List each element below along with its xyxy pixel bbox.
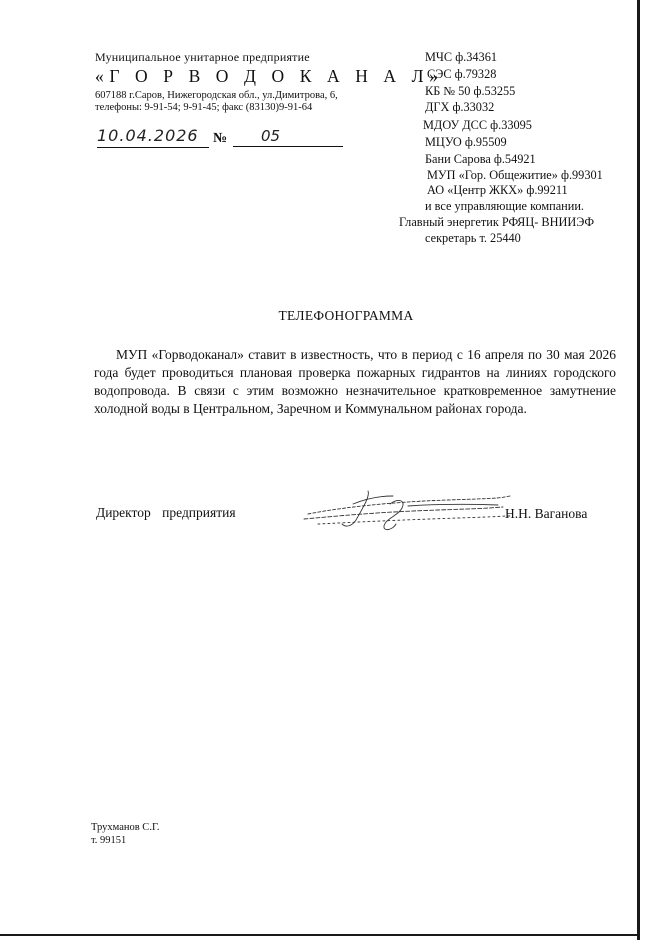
executor-name: Трухманов С.Г. [91,822,160,833]
organization-header [95,50,444,113]
recipient: и все управляющие компании. [425,199,584,213]
recipient: МУП «Гор. Общежитие» ф.99301 [427,168,603,182]
recipient: секретарь т. 25440 [425,231,521,245]
scan-right-edge [637,0,640,940]
handwritten-signature [298,486,518,536]
recipient: МДОУ ДСС ф.33095 [423,118,532,132]
org-address: 607188 г.Саров, Нижегородская обл., ул.Димитрова, 6, [95,90,338,101]
recipient: АО «Центр ЖКХ» ф.99211 [427,183,568,197]
signatory-position: Директор предприятия [96,505,236,520]
recipient: ДГХ ф.33032 [425,100,495,114]
executor-phone: т. 99151 [91,835,127,846]
recipient: МЦУО ф.95509 [425,135,507,149]
recipient: СЭС ф.79328 [427,67,497,81]
org-type: Муниципальное унитарное предприятие [95,50,310,64]
recipient: Главный энергетик РФЯЦ- ВНИИЭФ [399,215,595,229]
number-label: № [213,131,228,146]
org-name: «Г О Р В О Д О К А Н А Л» [95,66,444,86]
signatory-name: Н.Н. Ваганова [505,506,588,521]
scan-bottom-edge [0,934,640,936]
document-body: МУП «Горводоканал» ставит в известность, что в период с 16 апреля по 30 мая 2026 года будет проводиться плановая проверка пожарных гидрантов на линиях городского водопровода. В связи с этим возможно незначительное кратковременное замутнение холодной воды в Центральном, Заречном и Коммунальном районах города. [94,347,616,416]
document-number: 05 [233,127,343,147]
document-date: 10.04.2026 [97,127,209,148]
document-title: ТЕЛЕФОНОГРАММА [278,308,414,323]
recipient: Бани Сарова ф.54921 [425,152,536,166]
recipient: КБ № 50 ф.53255 [425,84,516,98]
document-date-number [95,127,355,153]
recipient: МЧС ф.34361 [425,50,497,64]
org-phones: телефоны: 9-91-54; 9-91-45; факс (83130)9-91-64 [95,102,313,113]
